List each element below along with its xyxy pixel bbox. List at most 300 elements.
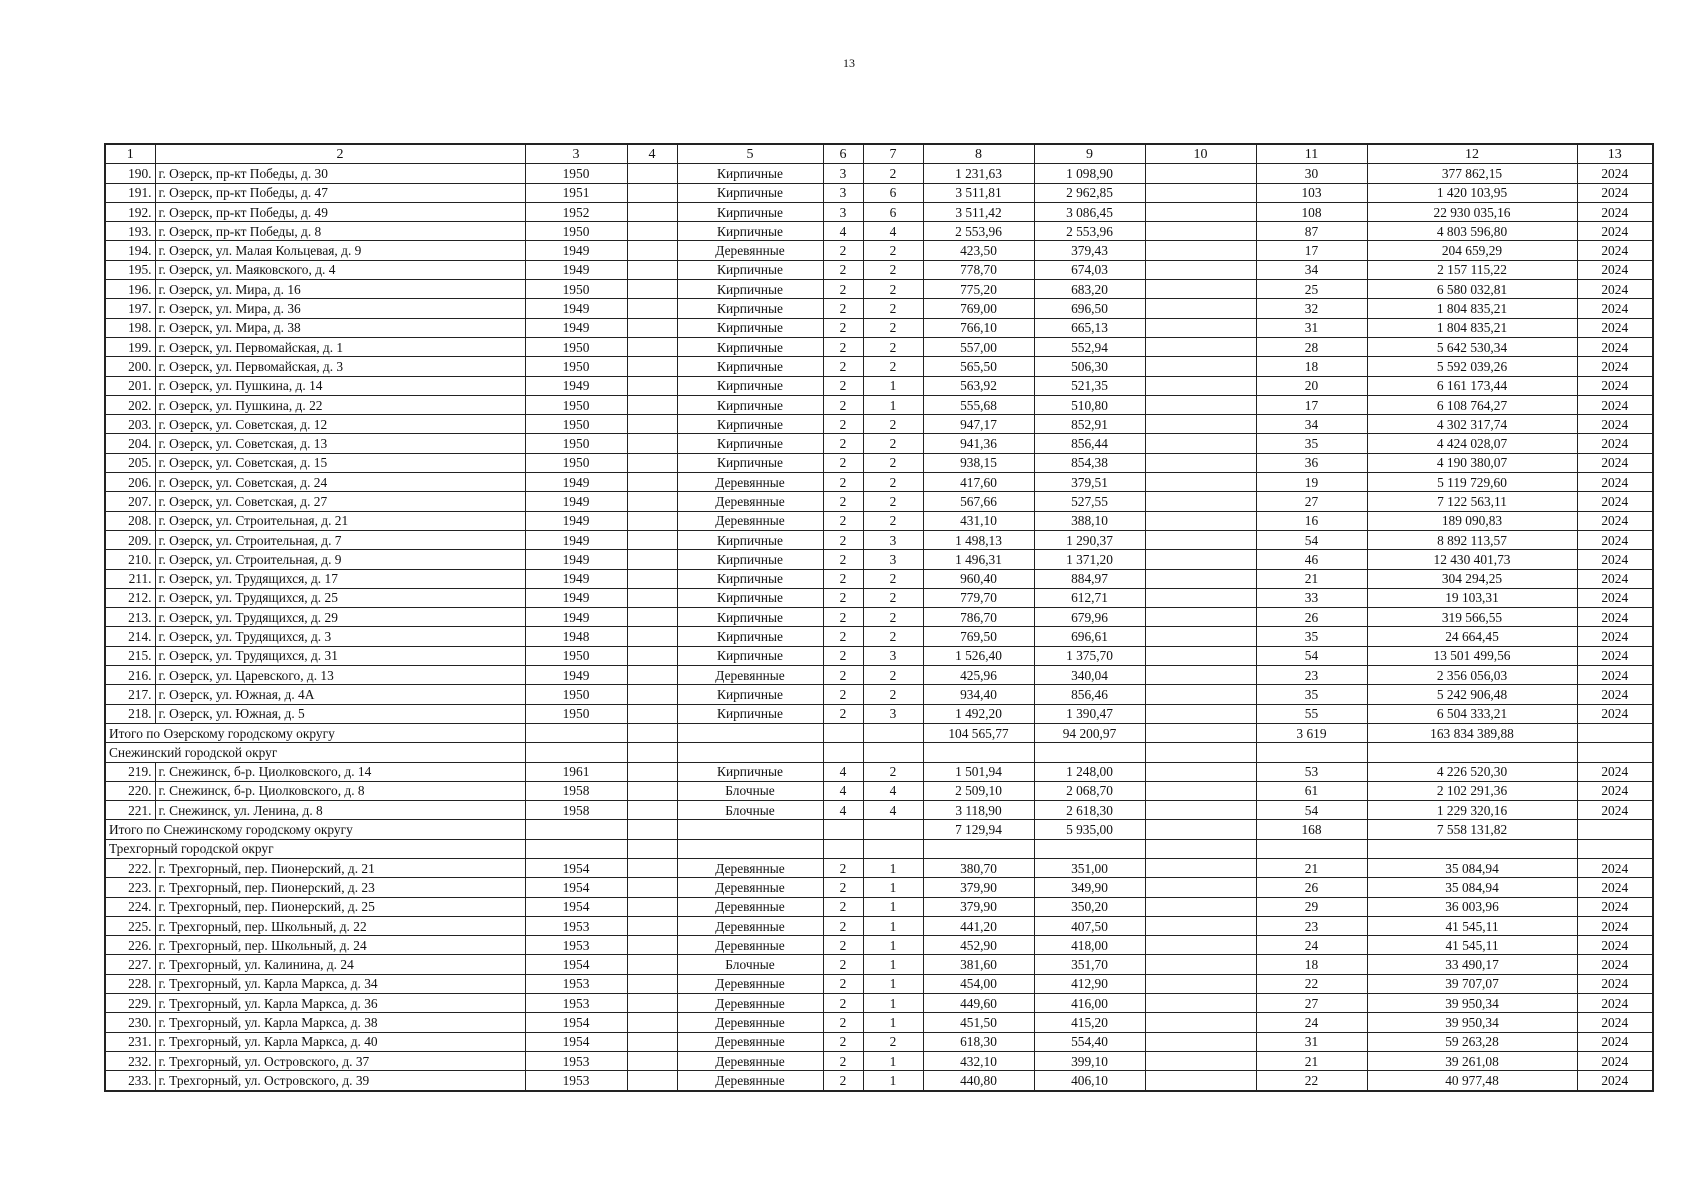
cell-entrances: 3: [863, 530, 923, 549]
cell-wall-material: Кирпичные: [677, 357, 823, 376]
cell-entrances: 1: [863, 395, 923, 414]
table-row: [105, 222, 1653, 241]
cell-living-area: 388,10: [1034, 511, 1145, 530]
cell-wall-material: Кирпичные: [677, 337, 823, 356]
cell-col-10: [1145, 241, 1256, 260]
cell-year-built: [525, 839, 627, 858]
cell-year-planned: 2024: [1577, 1032, 1653, 1051]
cell-col-10: [1145, 1032, 1256, 1051]
cell-residents: 25: [1256, 280, 1367, 299]
page-number: 13: [843, 56, 855, 70]
cell-row-number: 219.: [105, 762, 155, 781]
cell-living-area: 674,03: [1034, 260, 1145, 279]
cell-living-area: 412,90: [1034, 974, 1145, 993]
cell-wall-material: Блочные: [677, 801, 823, 820]
table-row: [105, 588, 1653, 607]
cell-total-area: 380,70: [923, 858, 1034, 877]
cell-row-number: 231.: [105, 1032, 155, 1051]
cell-residents: 53: [1256, 762, 1367, 781]
cell-wall-material: Кирпичные: [677, 453, 823, 472]
cell-col-10: [1145, 685, 1256, 704]
cell-col-10: [1145, 260, 1256, 279]
cell-year-planned: 2024: [1577, 781, 1653, 800]
cell-col-10: [1145, 550, 1256, 569]
table-row: [105, 936, 1653, 955]
cell-floors: 2: [823, 994, 863, 1013]
cell-col-10: [1145, 569, 1256, 588]
cell-entrances: 3: [863, 704, 923, 723]
cell-total-area: 423,50: [923, 241, 1034, 260]
cell-floors: 3: [823, 183, 863, 202]
cell-total-area: [923, 743, 1034, 762]
cell-floors: 2: [823, 608, 863, 627]
cell-year-built: 1950: [525, 222, 627, 241]
cell-year-planned: 2024: [1577, 646, 1653, 665]
cell-total-area: 563,92: [923, 376, 1034, 395]
table-row: [105, 395, 1653, 414]
cell-entrances: 1: [863, 974, 923, 993]
cell-row-number: 206.: [105, 473, 155, 492]
cell-address: г. Трехгорный, ул. Карла Маркса, д. 40: [155, 1032, 525, 1051]
cell-col-4: [627, 801, 677, 820]
cell-total-area: 555,68: [923, 395, 1034, 414]
cell-year-built: 1950: [525, 415, 627, 434]
cell-residents: 61: [1256, 781, 1367, 800]
cell-total-area: [923, 839, 1034, 858]
cell-floors: [823, 820, 863, 839]
cell-year-built: 1954: [525, 1013, 627, 1032]
cell-col-10: [1145, 878, 1256, 897]
cell-cost: 319 566,55: [1367, 608, 1577, 627]
cell-address: г. Озерск, ул. Пушкина, д. 22: [155, 395, 525, 414]
cell-cost: 189 090,83: [1367, 511, 1577, 530]
cell-row-number: 190.: [105, 164, 155, 183]
cell-wall-material: Кирпичные: [677, 395, 823, 414]
cell-total-area: 2 509,10: [923, 781, 1034, 800]
cell-cost: 6 504 333,21: [1367, 704, 1577, 723]
cell-living-area: 554,40: [1034, 1032, 1145, 1051]
cell-floors: 2: [823, 704, 863, 723]
cell-row-number: 216.: [105, 666, 155, 685]
cell-address: г. Озерск, ул. Первомайская, д. 3: [155, 357, 525, 376]
cell-entrances: 2: [863, 588, 923, 607]
cell-total-area: 381,60: [923, 955, 1034, 974]
cell-col-10: [1145, 299, 1256, 318]
cell-wall-material: Деревянные: [677, 897, 823, 916]
cell-col-10: [1145, 164, 1256, 183]
cell-col-10: [1145, 511, 1256, 530]
cell-total-area: 941,36: [923, 434, 1034, 453]
cell-col-4: [627, 955, 677, 974]
cell-residents: 34: [1256, 415, 1367, 434]
cell-col-10: [1145, 530, 1256, 549]
cell-total-area: 947,17: [923, 415, 1034, 434]
cell-residents: 16: [1256, 511, 1367, 530]
cell-total-area: 1 492,20: [923, 704, 1034, 723]
cell-year-built: 1953: [525, 916, 627, 935]
cell-year-planned: 2024: [1577, 415, 1653, 434]
cell-cost: 40 977,48: [1367, 1071, 1577, 1091]
cell-living-area: 407,50: [1034, 916, 1145, 935]
cell-year-built: [525, 743, 627, 762]
cell-entrances: 1: [863, 1051, 923, 1070]
cell-wall-material: Кирпичные: [677, 588, 823, 607]
table-row: [105, 897, 1653, 916]
cell-residents: 20: [1256, 376, 1367, 395]
cell-address: г. Озерск, ул. Мира, д. 16: [155, 280, 525, 299]
cell-cost: 35 084,94: [1367, 878, 1577, 897]
table-row: [105, 376, 1653, 395]
cell-year-planned: 2024: [1577, 550, 1653, 569]
cell-living-area: 856,44: [1034, 434, 1145, 453]
total-row: [105, 723, 1653, 742]
cell-row-number: 201.: [105, 376, 155, 395]
cell-floors: 2: [823, 569, 863, 588]
cell-cost: 7 122 563,11: [1367, 492, 1577, 511]
cell-col-10: [1145, 666, 1256, 685]
cell-cost: 1 229 320,16: [1367, 801, 1577, 820]
cell-cost: 39 707,07: [1367, 974, 1577, 993]
cell-year-planned: 2024: [1577, 299, 1653, 318]
cell-cost: 36 003,96: [1367, 897, 1577, 916]
cell-floors: 2: [823, 511, 863, 530]
cell-col-4: [627, 511, 677, 530]
cell-year-planned: 2024: [1577, 974, 1653, 993]
cell-residents: 108: [1256, 202, 1367, 221]
cell-col-4: [627, 1071, 677, 1091]
cell-residents: 34: [1256, 260, 1367, 279]
cell-wall-material: [677, 723, 823, 742]
cell-address: г. Трехгорный, пер. Пионерский, д. 23: [155, 878, 525, 897]
cell-row-number: 215.: [105, 646, 155, 665]
cell-year-planned: 2024: [1577, 685, 1653, 704]
section-row: [105, 839, 1653, 858]
cell-col-4: [627, 994, 677, 1013]
cell-col-10: [1145, 916, 1256, 935]
cell-living-area: 696,61: [1034, 627, 1145, 646]
cell-row-number: 199.: [105, 337, 155, 356]
cell-floors: 2: [823, 955, 863, 974]
cell-total-area: 1 496,31: [923, 550, 1034, 569]
cell-col-10: [1145, 801, 1256, 820]
cell-year-built: 1950: [525, 434, 627, 453]
cell-residents: [1256, 839, 1367, 858]
cell-col-4: [627, 974, 677, 993]
cell-residents: 54: [1256, 801, 1367, 820]
cell-year-planned: 2024: [1577, 511, 1653, 530]
header-cell-total-area: 8: [923, 144, 1034, 164]
cell-cost: 24 664,45: [1367, 627, 1577, 646]
header-cell-col-10: 10: [1145, 144, 1256, 164]
cell-wall-material: Деревянные: [677, 1071, 823, 1091]
cell-total-area: 779,70: [923, 588, 1034, 607]
cell-year-planned: 2024: [1577, 608, 1653, 627]
cell-year-planned: 2024: [1577, 241, 1653, 260]
cell-living-area: 1 390,47: [1034, 704, 1145, 723]
cell-entrances: 3: [863, 646, 923, 665]
cell-total-area: 786,70: [923, 608, 1034, 627]
cell-residents: 87: [1256, 222, 1367, 241]
cell-living-area: 340,04: [1034, 666, 1145, 685]
cell-floors: 2: [823, 1013, 863, 1032]
cell-year-built: 1949: [525, 530, 627, 549]
cell-row-number: 227.: [105, 955, 155, 974]
cell-year-built: 1950: [525, 280, 627, 299]
cell-total-area: 775,20: [923, 280, 1034, 299]
cell-total-area: 778,70: [923, 260, 1034, 279]
cell-col-10: [1145, 839, 1256, 858]
cell-living-area: 3 086,45: [1034, 202, 1145, 221]
table-row: [105, 1032, 1653, 1051]
cell-floors: 2: [823, 492, 863, 511]
cell-address: г. Трехгорный, ул. Калинина, д. 24: [155, 955, 525, 974]
cell-cost: 1 804 835,21: [1367, 299, 1577, 318]
cell-row-number: 224.: [105, 897, 155, 916]
cell-living-area: 665,13: [1034, 318, 1145, 337]
cell-year-built: 1949: [525, 473, 627, 492]
cell-floors: 2: [823, 1071, 863, 1091]
cell-living-area: 418,00: [1034, 936, 1145, 955]
cell-row-number: 192.: [105, 202, 155, 221]
cell-year-built: 1953: [525, 1071, 627, 1091]
cell-living-area: 679,96: [1034, 608, 1145, 627]
cell-year-built: 1949: [525, 299, 627, 318]
cell-address: г. Озерск, ул. Первомайская, д. 1: [155, 337, 525, 356]
cell-wall-material: [677, 820, 823, 839]
cell-cost: 1 804 835,21: [1367, 318, 1577, 337]
cell-total-area: 449,60: [923, 994, 1034, 1013]
cell-entrances: 2: [863, 473, 923, 492]
cell-residents: 54: [1256, 646, 1367, 665]
cell-year-planned: 2024: [1577, 627, 1653, 646]
header-cell-residents: 11: [1256, 144, 1367, 164]
cell-year-planned: 2024: [1577, 337, 1653, 356]
cell-year-planned: 2024: [1577, 222, 1653, 241]
cell-col-10: [1145, 994, 1256, 1013]
cell-residents: 23: [1256, 916, 1367, 935]
cell-year-planned: 2024: [1577, 318, 1653, 337]
cell-residents: 19: [1256, 473, 1367, 492]
cell-col-4: [627, 280, 677, 299]
cell-cost: 6 161 173,44: [1367, 376, 1577, 395]
cell-residents: 35: [1256, 627, 1367, 646]
cell-col-10: [1145, 743, 1256, 762]
cell-col-10: [1145, 762, 1256, 781]
cell-col-4: [627, 704, 677, 723]
cell-entrances: 2: [863, 569, 923, 588]
cell-wall-material: Деревянные: [677, 473, 823, 492]
cell-col-4: [627, 878, 677, 897]
cell-total-area: 565,50: [923, 357, 1034, 376]
table-row: [105, 318, 1653, 337]
cell-living-area: 856,46: [1034, 685, 1145, 704]
cell-living-area: 552,94: [1034, 337, 1145, 356]
cell-address: г. Озерск, ул. Советская, д. 24: [155, 473, 525, 492]
cell-col-10: [1145, 434, 1256, 453]
cell-year-planned: 2024: [1577, 1051, 1653, 1070]
cell-col-10: [1145, 820, 1256, 839]
table-row: [105, 916, 1653, 935]
cell-year-planned: [1577, 743, 1653, 762]
cell-wall-material: Кирпичные: [677, 762, 823, 781]
cell-floors: 2: [823, 318, 863, 337]
cell-year-built: [525, 723, 627, 742]
cell-cost: 5 119 729,60: [1367, 473, 1577, 492]
header-cell-address: 2: [155, 144, 525, 164]
cell-floors: 2: [823, 646, 863, 665]
cell-col-4: [627, 916, 677, 935]
cell-year-planned: 2024: [1577, 280, 1653, 299]
cell-entrances: 3: [863, 550, 923, 569]
cell-address: г. Озерск, ул. Трудящихся, д. 29: [155, 608, 525, 627]
cell-year-built: 1949: [525, 241, 627, 260]
cell-address: г. Озерск, ул. Советская, д. 13: [155, 434, 525, 453]
cell-address: г. Снежинск, б-р. Циолковского, д. 14: [155, 762, 525, 781]
cell-floors: [823, 723, 863, 742]
cell-row-number: 218.: [105, 704, 155, 723]
cell-total-area: 441,20: [923, 916, 1034, 935]
cell-row-number: 220.: [105, 781, 155, 800]
cell-year-built: 1948: [525, 627, 627, 646]
cell-wall-material: Деревянные: [677, 936, 823, 955]
cell-residents: 27: [1256, 994, 1367, 1013]
header-cell-entrances: 7: [863, 144, 923, 164]
cell-floors: 2: [823, 627, 863, 646]
cell-cost: 12 430 401,73: [1367, 550, 1577, 569]
cell-floors: 2: [823, 666, 863, 685]
cell-living-area: 696,50: [1034, 299, 1145, 318]
cell-entrances: 2: [863, 260, 923, 279]
cell-col-10: [1145, 415, 1256, 434]
cell-year-built: 1950: [525, 357, 627, 376]
cell-entrances: 1: [863, 994, 923, 1013]
cell-entrances: 1: [863, 1071, 923, 1091]
table-row: [105, 202, 1653, 221]
cell-year-built: 1953: [525, 994, 627, 1013]
cell-row-number: 233.: [105, 1071, 155, 1091]
cell-row-number: 232.: [105, 1051, 155, 1070]
cell-cost: [1367, 743, 1577, 762]
cell-wall-material: Кирпичные: [677, 318, 823, 337]
cell-year-planned: 2024: [1577, 801, 1653, 820]
cell-total-area: 3 118,90: [923, 801, 1034, 820]
cell-year-built: 1954: [525, 897, 627, 916]
cell-col-4: [627, 762, 677, 781]
cell-floors: 2: [823, 588, 863, 607]
cell-year-planned: 2024: [1577, 434, 1653, 453]
cell-entrances: 2: [863, 492, 923, 511]
table-row: [105, 955, 1653, 974]
cell-total-area: 567,66: [923, 492, 1034, 511]
cell-living-area: [1034, 839, 1145, 858]
table-row: [105, 762, 1653, 781]
cell-total-area: 104 565,77: [923, 723, 1034, 742]
cell-living-area: [1034, 743, 1145, 762]
cell-floors: 2: [823, 473, 863, 492]
cell-col-10: [1145, 608, 1256, 627]
cell-residents: 35: [1256, 434, 1367, 453]
cell-cost: 5 592 039,26: [1367, 357, 1577, 376]
cell-row-number: 210.: [105, 550, 155, 569]
cell-address: г. Озерск, ул. Трудящихся, д. 3: [155, 627, 525, 646]
cell-address: г. Озерск, ул. Трудящихся, д. 17: [155, 569, 525, 588]
table-row: [105, 164, 1653, 183]
cell-row-number: 193.: [105, 222, 155, 241]
cell-living-area: 506,30: [1034, 357, 1145, 376]
cell-cost: 6 580 032,81: [1367, 280, 1577, 299]
cell-floors: 2: [823, 878, 863, 897]
cell-entrances: [863, 839, 923, 858]
cell-cost: 1 420 103,95: [1367, 183, 1577, 202]
cell-total-area: 452,90: [923, 936, 1034, 955]
cell-address: г. Озерск, ул. Советская, д. 12: [155, 415, 525, 434]
cell-total-area: 432,10: [923, 1051, 1034, 1070]
cell-col-4: [627, 743, 677, 762]
cell-living-area: 416,00: [1034, 994, 1145, 1013]
cell-year-built: 1950: [525, 453, 627, 472]
cell-entrances: 2: [863, 357, 923, 376]
cell-residents: 22: [1256, 1071, 1367, 1091]
cell-col-4: [627, 260, 677, 279]
cell-floors: 2: [823, 1032, 863, 1051]
cell-col-4: [627, 183, 677, 202]
cell-wall-material: Кирпичные: [677, 260, 823, 279]
cell-residents: 26: [1256, 878, 1367, 897]
cell-cost: 19 103,31: [1367, 588, 1577, 607]
cell-living-area: 399,10: [1034, 1051, 1145, 1070]
cell-entrances: 1: [863, 376, 923, 395]
cell-entrances: 4: [863, 781, 923, 800]
cell-residents: 103: [1256, 183, 1367, 202]
cell-floors: 3: [823, 164, 863, 183]
cell-residents: 29: [1256, 897, 1367, 916]
cell-floors: 2: [823, 260, 863, 279]
section-label: Трехгорный городской округ: [105, 839, 525, 858]
table-row: [105, 511, 1653, 530]
cell-entrances: 2: [863, 434, 923, 453]
table-row: [105, 357, 1653, 376]
cell-col-10: [1145, 936, 1256, 955]
cell-row-number: 213.: [105, 608, 155, 627]
cell-year-planned: 2024: [1577, 994, 1653, 1013]
cell-year-planned: 2024: [1577, 1071, 1653, 1091]
cell-wall-material: Блочные: [677, 781, 823, 800]
cell-entrances: 2: [863, 453, 923, 472]
cell-living-area: 379,43: [1034, 241, 1145, 260]
cell-wall-material: Деревянные: [677, 1051, 823, 1070]
cell-entrances: 6: [863, 183, 923, 202]
cell-residents: 17: [1256, 395, 1367, 414]
cell-address: г. Озерск, ул. Мира, д. 38: [155, 318, 525, 337]
cell-col-4: [627, 781, 677, 800]
cell-cost: 5 642 530,34: [1367, 337, 1577, 356]
cell-floors: 2: [823, 974, 863, 993]
table-row: [105, 781, 1653, 800]
cell-col-4: [627, 1013, 677, 1032]
cell-col-10: [1145, 1071, 1256, 1091]
cell-total-area: 425,96: [923, 666, 1034, 685]
cell-col-4: [627, 588, 677, 607]
cell-residents: 18: [1256, 357, 1367, 376]
cell-row-number: 197.: [105, 299, 155, 318]
cell-floors: 2: [823, 434, 863, 453]
cell-entrances: 1: [863, 955, 923, 974]
cell-address: г. Снежинск, ул. Ленина, д. 8: [155, 801, 525, 820]
cell-year-planned: 2024: [1577, 704, 1653, 723]
cell-year-planned: 2024: [1577, 916, 1653, 935]
cell-year-planned: 2024: [1577, 530, 1653, 549]
cell-residents: 31: [1256, 318, 1367, 337]
